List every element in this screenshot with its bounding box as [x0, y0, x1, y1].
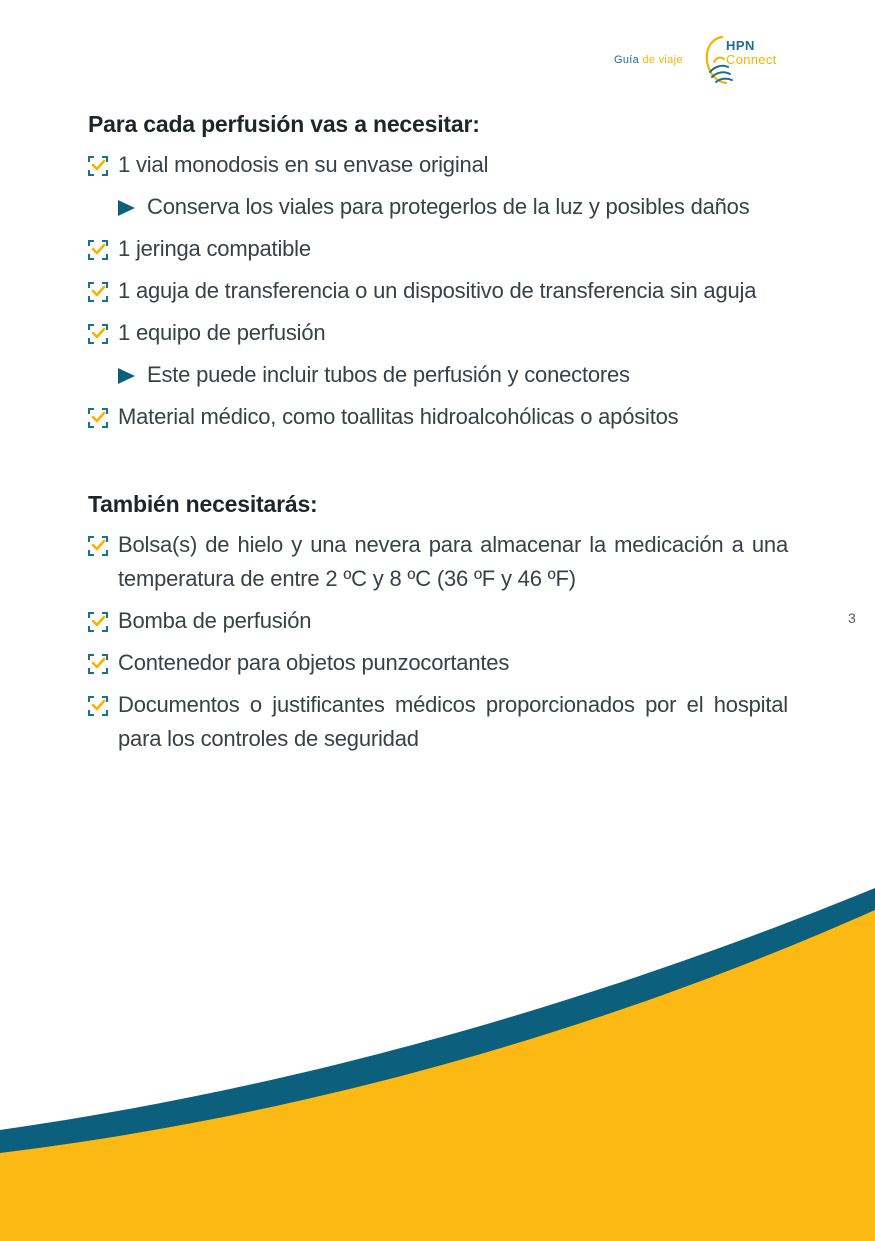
section-title: También necesitarás:	[88, 491, 318, 517]
list-item-text: 1 aguja de transferencia o un dispositivo de transferencia sin aguja	[118, 278, 757, 303]
list-item-text: 1 equipo de perfusión	[118, 320, 326, 345]
list-item-text: Documentos o justificantes médicos proporcionados por el hospital para los controles de seguridad	[118, 692, 788, 751]
sub-list-item	[88, 358, 788, 392]
list-item	[88, 528, 788, 596]
list-item-text: 1 jeringa compatible	[118, 236, 311, 261]
header	[612, 34, 802, 90]
list-item	[88, 316, 788, 350]
sub-list-item	[88, 190, 788, 224]
arrow-right-icon	[118, 200, 135, 216]
guide-word-1: Guía	[614, 54, 640, 66]
checkbox-checked-icon	[88, 612, 108, 632]
list-item-text: Este puede incluir tubos de perfusión y conectores	[147, 362, 630, 387]
arrow-right-icon	[118, 368, 135, 384]
section-supplies-per-infusion	[88, 111, 788, 434]
guide-label	[614, 54, 683, 66]
checkbox-checked-icon	[88, 654, 108, 674]
checkbox-checked-icon	[88, 324, 108, 344]
list-item-text: 1 vial monodosis en su envase original	[118, 152, 489, 177]
list-item	[88, 274, 788, 308]
checkbox-checked-icon	[88, 696, 108, 716]
guide-word-2: de viaje	[642, 54, 683, 66]
list-item-text: Material médico, como toallitas hidroalcohólicas o apósitos	[118, 404, 679, 429]
list-item-text: Bomba de perfusión	[118, 608, 312, 633]
list-item	[88, 646, 788, 680]
page-number: 3	[848, 610, 856, 626]
list-item	[88, 400, 788, 434]
list-item	[88, 688, 788, 756]
hpn-connect-logo	[704, 34, 796, 88]
checkbox-checked-icon	[88, 536, 108, 556]
list-item	[88, 232, 788, 266]
list-item-text: Contenedor para objetos punzocortantes	[118, 650, 510, 675]
list-item	[88, 148, 788, 182]
logo-line-2: Connect	[726, 52, 777, 67]
checkbox-checked-icon	[88, 156, 108, 176]
checkbox-checked-icon	[88, 282, 108, 302]
list-item	[88, 604, 788, 638]
checkbox-checked-icon	[88, 240, 108, 260]
section-also-needed	[88, 491, 788, 756]
section-title: Para cada perfusión vas a necesitar:	[88, 111, 480, 137]
logo-line-1: HPN	[726, 38, 755, 53]
checkbox-checked-icon	[88, 408, 108, 428]
list-item-text: Conserva los viales para protegerlos de la luz y posibles daños	[147, 194, 750, 219]
list-item-text: Bolsa(s) de hielo y una nevera para almacenar la medicación a una temperatura de entre 2 ºC y 8 ºC (36 ºF y 46 ºF)	[118, 532, 788, 591]
